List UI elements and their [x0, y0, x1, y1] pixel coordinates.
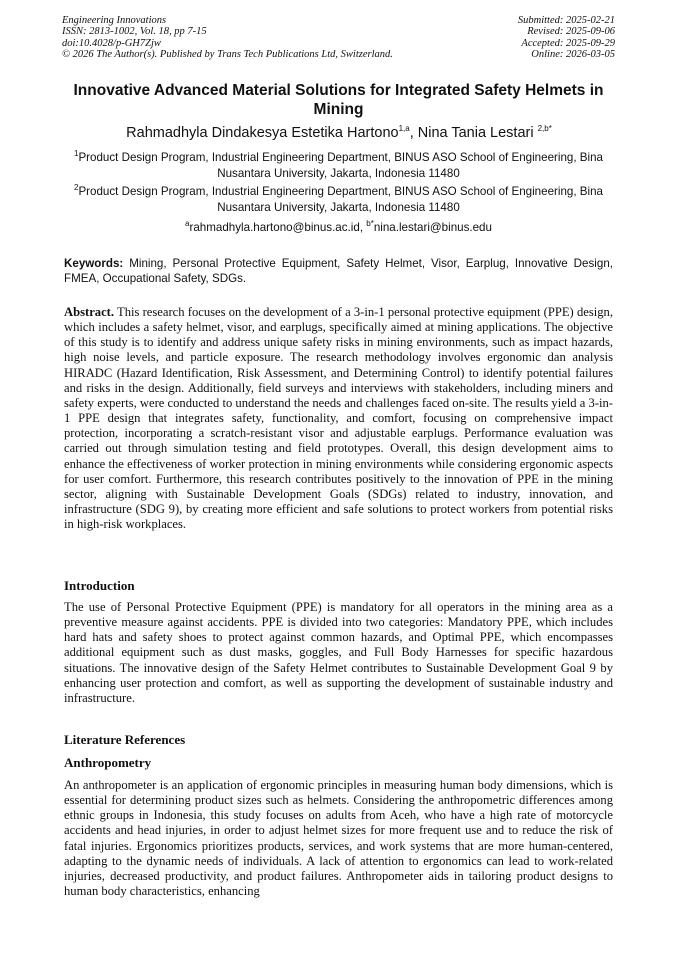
author-list — [40, 124, 638, 142]
date-revised: Revised: 2025-09-06 — [527, 26, 615, 38]
abstract — [64, 305, 613, 532]
journal-doi[interactable]: doi:10.4028/p-GH7Zjw — [62, 37, 161, 49]
email-b-marker: b* — [366, 219, 374, 229]
email-a[interactable]: rahmadhyla.hartono@binus.ac.id — [189, 221, 360, 234]
affiliation-2-text: Product Design Program, Industrial Engineering Department, BINUS ASO School of Engineering, Bina Nusantara University, Jakarta, Indonesia 11480 — [78, 185, 604, 214]
abstract-label: Abstract. — [64, 305, 115, 319]
date-accepted: Accepted: 2025-09-29 — [521, 37, 615, 49]
email-b[interactable]: nina.lestari@binus.edu — [373, 221, 492, 234]
affiliation-1-marker: 1 — [73, 149, 79, 159]
author-separator: , — [409, 125, 418, 141]
anthropometry-paragraph: An anthropometer is an application of ergonomic principles in measuring human body dimensions, which is essential for determining product sizes such as helmets. Considering the anthropometric differences among ethnic groups in Indonesia, this study focuses on adults from Aceh, who have a high rate of motorcycle accidents and head injuries, in order to adjust helmet sizes for more frequent use and to reduce the risk of fatal injuries. Ergonomics prioritizes products, services, and work systems that are more human-centered, adapting to the dynamic needs of individuals. A lack of attention to ergonomics can lead to work-related injuries, decreased productivity, and product failures. Anthropometer aids in tailoring product designs to human body characteristics, enhancing — [64, 778, 613, 899]
author-1-affiliation: 1,a — [398, 124, 410, 134]
date-submitted: Submitted: 2025-02-21 — [517, 15, 615, 26]
affiliation-1-text: Product Design Program, Industrial Engineering Department, BINUS ASO School of Engineering, Bina Nusantara University, Jakarta, Indonesia 11480 — [78, 151, 604, 180]
author-2-name: Nina Tania Lestari — [417, 125, 538, 141]
paper-title: Innovative Advanced Material Solutions for Integrated Safety Helmets in Mining — [73, 82, 604, 118]
email-a-marker: a — [185, 219, 190, 229]
copyright-notice: © 2026 The Author(s). Published by Trans Tech Publications Ltd, Switzerland. — [62, 49, 393, 61]
literature-heading: Literature References — [64, 732, 186, 747]
email-separator: , — [359, 221, 367, 234]
affiliation-1 — [62, 150, 615, 181]
anthropometry-heading: Anthropometry — [64, 755, 152, 770]
author-emails — [62, 220, 615, 235]
journal-name: Engineering Innovations — [62, 15, 167, 26]
keywords-label: Keywords: — [64, 257, 124, 270]
introduction-heading: Introduction — [64, 578, 135, 593]
affiliation-2 — [62, 184, 615, 215]
affiliation-2-marker: 2 — [73, 183, 79, 193]
date-online: Online: 2026-03-05 — [531, 49, 615, 61]
author-2-affiliation: 2,b* — [537, 124, 552, 134]
submission-dates — [518, 15, 615, 61]
introduction-paragraph: The use of Personal Protective Equipment (PPE) is mandatory for all operators in the mining area as a preventive measure against accidents. PPE is divided into two categories: Mandatory PPE, which includes hard hats and safety shoes to protect against common hazards, and Optimal PPE, which encompasses additional equipment such as dust masks, goggles, and Full Body Harnesses for specific hazardous situations. The innovative design of the Safety Helmet contributes to Sustainable Development Goal 9 by enhancing user protection and comfort, as well as supporting the development of sustainable industry and infrastructure. — [64, 600, 613, 705]
abstract-text: This research focuses on the development of a 3-in-1 personal protective equipment (PPE) design, which includes a safety helmet, visor, and earplugs, specifically aimed at mining applications. The objective of this study is to identify and address unique safety risks in mining environments, such as impact hazards, high noise levels, and particle exposure. The research methodology involves ergonomic dan analysis HIRADC (Hazard Identification, Risk Assessment, and Determining Control) to identify potential failures and risks in the design. Additionally, field surveys and interviews with stakeholders, including miners and safety experts, were conducted to understand the needs and challenges faced on-site. The results yield a 3-in-1 PPE design that integrates safety, functionality, and comfort, focusing on comprehensive impact protection, incorporating a scratch-resistant visor and adjustable earplugs. Performance evaluation was carried out through simulation testing and field prototypes. Overall, this design development aims to enhance the effectiveness of worker protection in mining environments while considering ergonomic aspects for user comfort. Furthermore, this research contributes positively to the innovation of PPE in the mining sector, aligning with Sustainable Development Goals (SDGs) related to industry, innovation, and infrastructure (SDG 9), by creating more efficient and safe solutions to protect workers from potential risks in high-risk workplaces. — [64, 305, 613, 532]
journal-info — [62, 15, 393, 61]
journal-issn: ISSN: 2813-1002, Vol. 18, pp 7-15 — [62, 26, 207, 38]
keywords-text: Mining, Personal Protective Equipment, Safety Helmet, Visor, Earplug, Innovative Design, FMEA, Occupational Safety, SDGs. — [64, 257, 613, 286]
author-1-name: Rahmadhyla Dindakesya Estetika Hartono — [126, 125, 399, 141]
keywords — [64, 256, 613, 287]
